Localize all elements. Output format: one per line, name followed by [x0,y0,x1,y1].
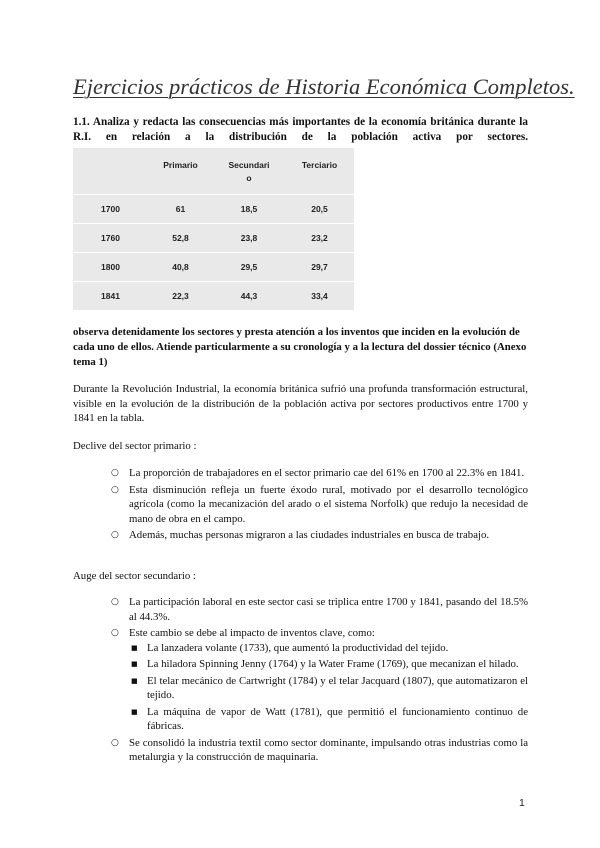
primary-sector-heading: Declive del sector primario : [73,440,197,452]
table-row [73,223,354,252]
table-cell-year: 1760 [101,232,120,243]
table-cell-terciario: 33,4 [311,290,328,301]
table-cell-secundario: 29,5 [240,261,258,272]
table-cell-secundario: 18,5 [240,203,258,214]
intro-paragraph: Durante la Revolución Industrial, la economía británica sufrió una profunda transformación estructural, visible en la evolución de la distribución de la población activa por sectores productivos entre 1700 y 1841 en la tabla. [73,383,528,424]
question-line-1: 1.1. Analiza y redacta las consecuencias más importantes de la economía británica durante la [73,116,528,128]
table-header-secundario: Secundari o [228,160,270,183]
table-row [73,194,354,223]
table-header-primario: Primario [163,160,198,170]
exercise-question [73,115,528,144]
inventions-list [129,641,528,734]
invention-item: ■ La lanzadera volante (1733), que aumentó la productividad del tejido. [129,641,528,656]
list-item: ○ La participación laboral en este sector casi se triplica entre 1700 y 1841, pasando del 18.5% al 44.3%. [113,595,528,624]
exercise-instruction: observa detenidamente los sectores y presta atención a los inventos que inciden en la evolución de cada uno de ellos. Atiende particularmente a su cronología y a la lectura del dossier técnico (Anexo tema 1) [73,326,527,368]
list-item: ○ La proporción de trabajadores en el sector primario cae del 61% en 1700 al 22.3% en 1841. [113,466,528,481]
list-item: ○ Además, muchas personas migraron a las ciudades industriales en busca de trabajo. [113,528,528,543]
table-header-empty [73,148,148,194]
table-cell-year: 1800 [101,261,120,272]
list-item: ○ Esta disminución refleja un fuerte éxodo rural, motivado por el desarrollo tecnológico agrícola (como la mecanización del arado o el sistema Norfolk) que redujo la necesidad de mano de obra en el campo. [113,483,528,527]
table-cell-year: 1700 [101,203,120,214]
primary-sector-list [113,466,528,545]
list-item [113,626,528,734]
table-cell-year: 1841 [101,290,120,301]
table-row [73,252,354,281]
table-cell-terciario: 29,7 [311,261,328,272]
invention-item: ■ El telar mecánico de Cartwright (1784) y el telar Jacquard (1807), que automatizaron el tejido. [129,674,528,703]
table-cell-secundario: 44,3 [240,290,258,301]
page-number: 1 [519,797,525,809]
secondary-sector-heading: Auge del sector secundario : [73,570,196,582]
population-table [73,148,354,310]
table-cell-secundario: 23,8 [240,232,258,243]
question-line-2: R.I. en relación a la distribución de la población activa por sectores. [73,130,528,143]
list-item: ○ Se consolidó la industria textil como sector dominante, impulsando otras industrias como la metalurgia y la construcción de maquinaria. [113,736,528,765]
table-cell-primario: 22,3 [172,290,189,301]
secondary-sector-list [113,595,528,767]
table-header-terciario: Terciario [301,160,338,170]
list-item-text: Este cambio se debe al impacto de inventos clave, como: [129,627,375,639]
document-title: Ejercicios prácticos de Historia Económica Completos. [73,74,575,99]
invention-item: ■ La máquina de vapor de Watt (1781), que permitió el funcionamiento continuo de fábricas. [129,705,528,734]
table-cell-terciario: 23,2 [311,232,328,243]
table-cell-primario: 40,8 [172,261,189,272]
table-header-row [73,148,354,194]
table-cell-terciario: 20,5 [311,203,328,214]
table-cell-primario: 61 [175,203,186,214]
table-row [73,281,354,310]
table-cell-primario: 52,8 [172,232,189,243]
invention-item: ■ La hiladora Spinning Jenny (1764) y la Water Frame (1769), que mecanizan el hilado. [129,657,528,672]
